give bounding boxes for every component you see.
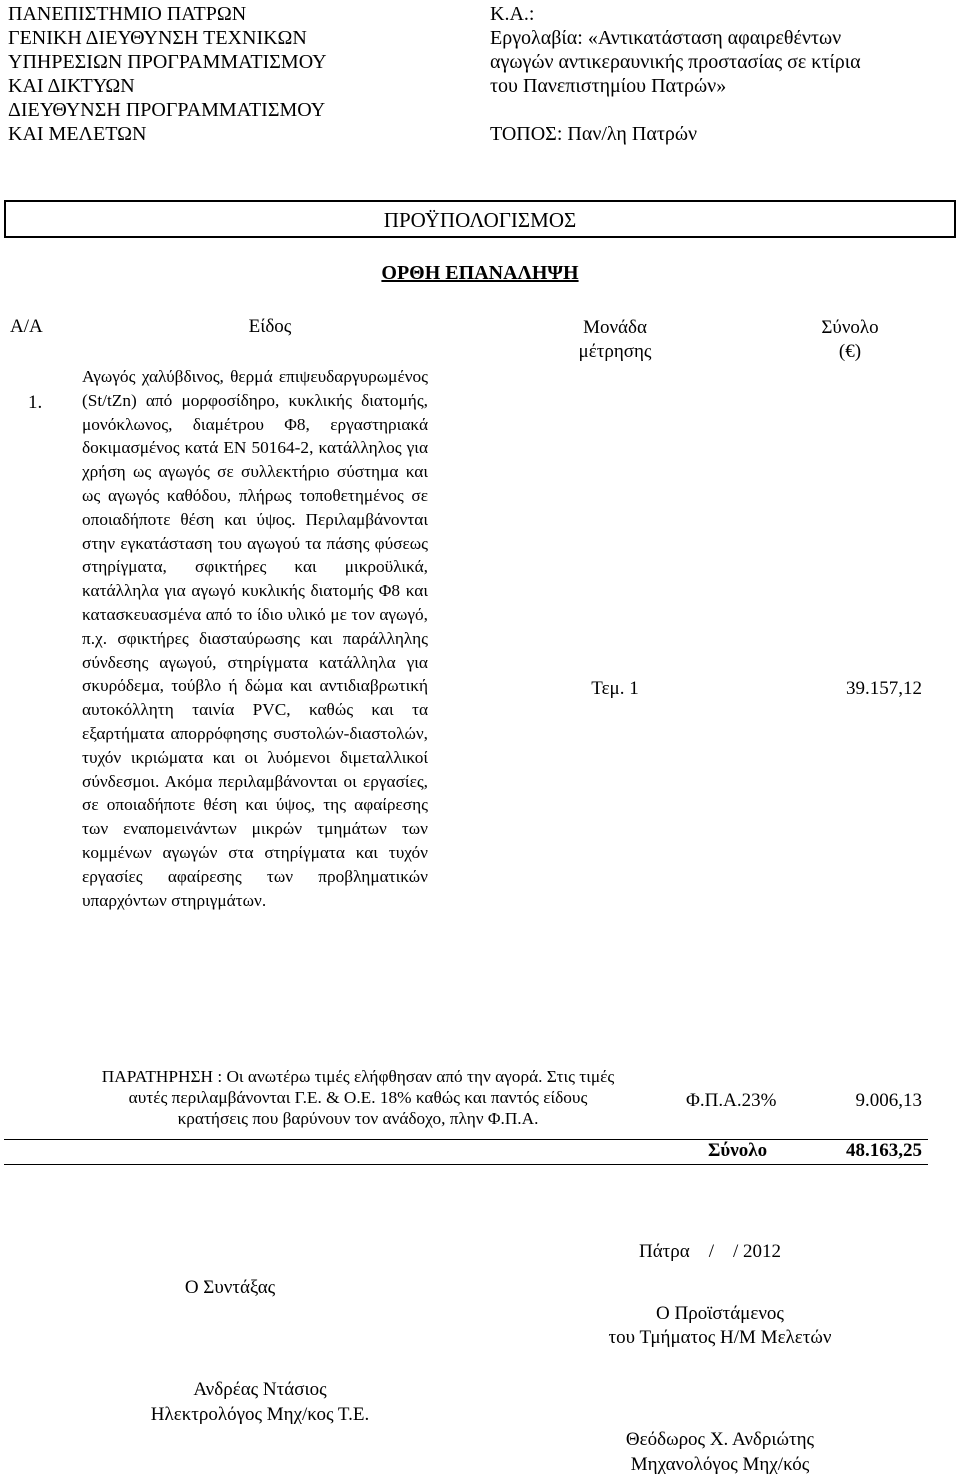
place-label: ΤΟΠΟΣ: [490,123,563,145]
column-unit [555,316,675,364]
total-line: Σύνολο [821,317,879,338]
project-line: του Πανεπιστημίου Πατρών» [490,75,727,97]
unit-line: μέτρησης [578,341,652,362]
grand-total-value: 48.163,25 [846,1140,922,1161]
project-line [490,26,861,50]
author-name: Ανδρέας Ντάσιος [193,1379,327,1400]
head-department: του Τμήματος Η/Μ Μελετών [608,1327,832,1348]
column-total [795,316,905,364]
total-line: (€) [838,341,862,362]
document-title: ΠΡΟΫΠΟΛΟΓΙΣΜΟΣ [4,200,956,238]
vat-value: 9.006,13 [855,1090,922,1111]
date-line: Πάτρα / / 2012 [638,1241,782,1262]
project-title: «Αντικατάσταση αφαιρεθέντων [587,27,842,49]
head-role: Μηχανολόγος Μηχ/κός [630,1454,810,1475]
unit-line: Μονάδα [583,317,647,338]
org-line: ΠΑΝΕΠΙΣΤΗΜΙΟ ΠΑΤΡΩΝ [8,3,247,25]
project-header [490,2,861,146]
remark [58,1066,658,1129]
project-label: Εργολαβία: [490,27,583,49]
org-line: ΚΑΙ ΔΙΚΤΥΩΝ [8,75,135,97]
ka-label: Κ.Α.: [490,3,535,25]
head-title: Ο Προϊστάμενος [656,1303,784,1324]
item-total: 39.157,12 [846,678,922,699]
org-line: ΥΠΗΡΕΣΙΩΝ ΠΡΟΓΡΑΜΜΑΤΙΣΜΟΥ [8,51,327,73]
item-number: 1. [28,392,43,413]
remark-line: κρατήσεις που βαρύνουν τον ανάδοχο, πλην Φ.Π.Α. [177,1109,539,1128]
item-description: Αγωγός χαλύβδινος, θερμά επιψευδαργυρωμένος (St/tZn) από μορφοσίδηρο, κυκλικής διατομής, μονόκλωνος, διαμέτρου Φ8, εργαστηριακά δοκιμασμένος κατά ΕΝ 50164-2, κατάλληλος για χρήση ως αγωγός σε συλλεκτήριο σύστημα και ως αγωγός καθόδου, πλήρως τοποθετημένος σε οποιαδήποτε θέση και ύψος. Περιλαμβάνονται στην εγκατάσταση του αγωγού τα πάσης φύσεως στηρίγματα, σφικτήρες και μικροϋλικά, κατάλληλα για αγωγό κυκλικής διατομής Φ8 και κατασκευασμένα από το ίδιο υλικό με τον αγωγό, π.χ. σφικτήρες διασταύρωσης και παράλληλης σύνδεσης αγωγού, στηρίγματα κατάλληλα για σκυρόδεμα, τούβλο ή δώμα και αντιδιαβρωτική αυτοκόλλητη ταινία PVC, καθώς και τα εξαρτήματα απορρόφησης συστολών-διαστολών, τυχόν ικριώματα και οι λυόμενοι διμεταλλικοί σύνδεσμοι. Ακόμα περιλαμβάνονται οι εργασίες, σε οποιαδήποτε θέση και ύψος, της αφαίρεσης των εναπομεινάντων μικρών τμημάτων των κομμένων αγωγών στα στηρίγματα και τυχόν εργασίες αφαίρεσης των προβληματικών υπαρχόντων στηριγμάτων. [82,367,428,910]
head-name: Θεόδωρος Χ. Ανδριώτης [625,1429,815,1450]
organization-header [8,2,327,146]
document-subtitle: ΟΡΘΗ ΕΠΑΝΑΛΗΨΗ [381,262,579,284]
item-unit: Τεμ. 1 [591,678,639,699]
place-line [490,122,861,146]
author-role: Ηλεκτρολόγος Μηχ/κος Τ.Ε. [150,1404,370,1425]
grand-total-label: Σύνολο [708,1140,768,1161]
org-line: ΓΕΝΙΚΗ ΔΙΕΥΘΥΝΣΗ ΤΕΧΝΙΚΩΝ [8,27,307,49]
remark-line: ΠΑΡΑΤΗΡΗΣΗ : Οι ανωτέρω τιμές ελήφθησαν από την αγορά. Στις τιμές [101,1067,615,1086]
place-value: Παν/λη Πατρών [567,123,698,145]
column-aa: Α/Α [10,316,43,337]
org-line: ΔΙΕΥΘΥΝΣΗ ΠΡΟΓΡΑΜΜΑΤΙΣΜΟΥ [8,99,326,121]
vat-label: Φ.Π.Α.23% [686,1090,777,1111]
author-title: Ο Συντάξας [184,1277,276,1298]
org-line: ΚΑΙ ΜΕΛΕΤΩΝ [8,123,147,145]
remark-line: αυτές περιλαμβάνονται Γ.Ε. & Ο.Ε. 18% καθώς και παντός είδους [128,1088,588,1107]
project-line: αγωγών αντικεραυνικής προστασίας σε κτίρια [490,51,861,73]
column-item: Είδος [248,316,292,337]
